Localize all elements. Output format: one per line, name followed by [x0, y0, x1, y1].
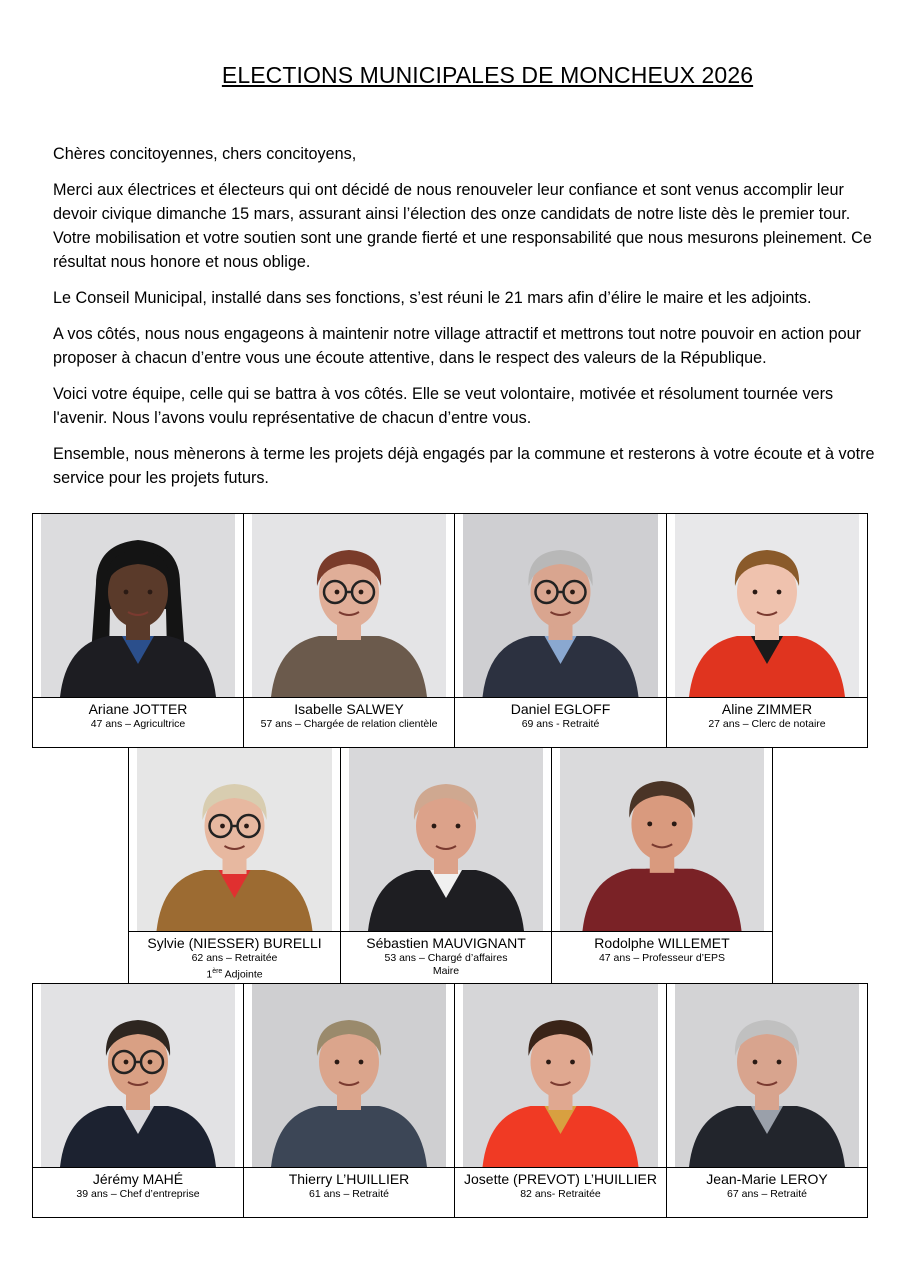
eye: [335, 590, 340, 595]
eye: [244, 824, 249, 829]
member-card: [454, 513, 667, 748]
member-caption: [244, 1168, 454, 1201]
member-caption: [667, 698, 867, 731]
portrait-illustration: [41, 514, 235, 697]
eye: [148, 1060, 153, 1065]
member-photo: [244, 514, 454, 698]
member-card: [32, 513, 244, 748]
eye: [546, 590, 551, 595]
paragraph: Ensemble, nous mènerons à terme les projets déjà engagés par la commune et resterons à votre écoute et à votre service pour les projets futurs.: [53, 445, 875, 487]
member-caption: [33, 1168, 243, 1201]
member-caption: [667, 1168, 867, 1201]
member-photo: [33, 514, 243, 698]
portrait-illustration: [675, 514, 859, 697]
member-caption: [33, 698, 243, 731]
member-name: Daniel EGLOFF: [510, 701, 611, 717]
portrait-illustration: [41, 984, 235, 1167]
member-card: [128, 747, 341, 984]
paragraph: Le Conseil Municipal, installé dans ses fonctions, s’est réuni le 21 mars afin d’élire le maire et les adjoints.: [53, 289, 812, 307]
portrait-illustration: [463, 984, 658, 1167]
intro-text: [53, 142, 878, 502]
member-caption: [341, 932, 551, 978]
member-name: Aline ZIMMER: [721, 701, 813, 717]
member-role: 1ère Adjointe: [206, 968, 263, 981]
eye: [777, 590, 782, 595]
member-card: [666, 513, 868, 748]
member-name: Jean-Marie LEROY: [706, 1171, 828, 1187]
member-photo: [129, 748, 340, 932]
eye: [546, 1060, 551, 1065]
eye: [647, 821, 652, 826]
member-name: Jérémy MAHÉ: [92, 1171, 184, 1187]
portrait-illustration: [349, 748, 543, 931]
member-info: 47 ans – Professeur d’EPS: [598, 952, 726, 964]
member-caption: [552, 932, 772, 965]
eye: [570, 590, 575, 595]
eye: [359, 1060, 364, 1065]
member-photo: [341, 748, 551, 932]
portrait-illustration: [137, 748, 332, 931]
member-card: [32, 983, 244, 1218]
eye: [753, 1060, 758, 1065]
member-info: 53 ans – Chargé d’affaires: [384, 952, 508, 964]
member-name: Thierry L’HUILLIER: [288, 1171, 410, 1187]
eye: [148, 590, 153, 595]
eye: [432, 824, 437, 829]
member-role: Maire: [432, 965, 460, 977]
member-info: 69 ans - Retraité: [521, 718, 600, 730]
paragraph: A vos côtés, nous nous engageons à maintenir notre village attractif et mettrons tout notre pouvoir en action pour proposer à chacun d’entre vous une écoute attentive, dans le respect des valeurs de la République.: [53, 325, 862, 367]
member-info: 47 ans – Agricultrice: [90, 718, 186, 730]
member-caption: [455, 1168, 666, 1201]
member-card: [340, 747, 552, 984]
member-info: 39 ans – Chef d’entreprise: [76, 1188, 200, 1200]
member-name: Sébastien MAUVIGNANT: [366, 935, 526, 951]
member-name: Josette (PREVOT) L’HUILLIER: [464, 1171, 657, 1187]
member-info: 67 ans – Retraité: [727, 1188, 807, 1200]
member-info: 82 ans- Retraitée: [520, 1188, 601, 1200]
eye: [359, 590, 364, 595]
eye: [124, 590, 129, 595]
team-row-1: [32, 513, 868, 748]
eye: [220, 824, 225, 829]
member-info: 57 ans – Chargée de relation clientèle: [260, 718, 438, 730]
member-card: [243, 513, 455, 748]
member-photo: [455, 514, 666, 698]
eye: [456, 824, 461, 829]
member-photo: [244, 984, 454, 1168]
member-info: 27 ans – Clerc de notaire: [708, 718, 826, 730]
member-name: Sylvie (NIESSER) BURELLI: [147, 935, 322, 951]
member-caption: [129, 932, 340, 982]
member-caption: [455, 698, 666, 731]
member-photo: [552, 748, 772, 932]
paragraph: Chères concitoyennes, chers concitoyens,: [53, 145, 357, 163]
member-name: Ariane JOTTER: [88, 701, 188, 717]
portrait-illustration: [560, 748, 764, 931]
eye: [777, 1060, 782, 1065]
member-caption: [244, 698, 454, 731]
member-card: [454, 983, 667, 1218]
team-row-2: [128, 747, 773, 984]
portrait-illustration: [675, 984, 859, 1167]
member-photo: [667, 514, 867, 698]
member-name: Isabelle SALWEY: [294, 701, 404, 717]
member-name: Rodolphe WILLEMET: [594, 935, 730, 951]
eye: [570, 1060, 575, 1065]
member-card: [243, 983, 455, 1218]
member-info: 62 ans – Retraitée: [191, 952, 278, 964]
page-title: ELECTIONS MUNICIPALES DE MONCHEUX 2026: [221, 62, 754, 88]
paragraph: Voici votre équipe, celle qui se battra à vos côtés. Elle se veut volontaire, motivée et résolument tournée vers l'avenir. Nous l’avons voulu représentative de chacun d’entre vous.: [53, 385, 834, 427]
team-row-3: [32, 983, 868, 1218]
portrait-illustration: [252, 514, 446, 697]
member-photo: [33, 984, 243, 1168]
member-photo: [455, 984, 666, 1168]
portrait-illustration: [252, 984, 446, 1167]
member-photo: [667, 984, 867, 1168]
member-card: [666, 983, 868, 1218]
eye: [124, 1060, 129, 1065]
eye: [335, 1060, 340, 1065]
paragraph: Merci aux électrices et électeurs qui ont décidé de nous renouveler leur confiance et sont venus accomplir leur devoir civique dimanche 15 mars, assurant ainsi l’élection des onze candidats de notre liste dès le premier tour. Votre mobilisation et votre soutien sont une grande fierté et une responsabilité que nous mesurons pleinement. Ce résultat nous honore et nous oblige.: [53, 181, 872, 271]
member-card: [551, 747, 773, 984]
eye: [672, 821, 677, 826]
portrait-illustration: [463, 514, 658, 697]
eye: [753, 590, 758, 595]
member-info: 61 ans – Retraité: [309, 1188, 389, 1200]
